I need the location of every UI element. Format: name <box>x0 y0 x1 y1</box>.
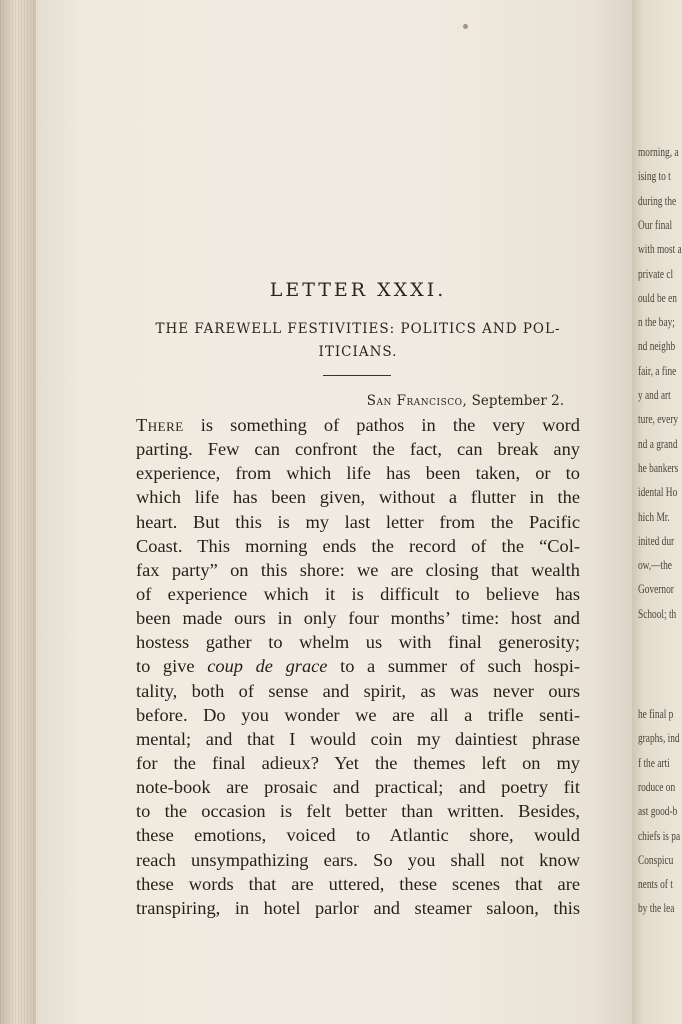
body-line: to give coup de grace to a summer of such hospi- <box>136 656 580 677</box>
body-line: fax party” on this shore: we are closing that wealth <box>136 559 580 580</box>
facing-page-line: Conspicu <box>638 851 674 867</box>
body-line: hostess gather to whelm us with final generosity; <box>136 632 580 653</box>
body-line: transpiring, in hotel parlor and steamer saloon, this <box>136 897 580 918</box>
body-line: of experience which it is difficult to believe has <box>136 583 580 604</box>
facing-page-line: Governor <box>638 581 674 597</box>
italic-phrase: coup de grace <box>207 656 328 677</box>
dateline-place: San Francisco, <box>366 393 468 409</box>
body-line: mental; and that I would coin my daintiest phrase <box>136 728 580 749</box>
facing-page-line: fair, a fine <box>638 362 677 378</box>
facing-page-line: ow,—the <box>638 557 672 573</box>
facing-page-line: morning, a <box>638 144 679 159</box>
facing-page-line: roduce on <box>638 778 676 794</box>
facing-page-line: idental Ho <box>638 484 678 500</box>
body-line: There is something of pathos in the very word <box>136 415 580 435</box>
body-line: parting. Few can confront the fact, can break any <box>136 439 580 460</box>
body-line: Coast. This morning ends the record of the “Col- <box>136 535 580 556</box>
facing-page-line: ast good-b <box>638 803 678 819</box>
chapter-subtitle-line2: ITICIANS. <box>318 344 398 360</box>
body-line: been made ours in only four months’ time: host and <box>136 608 580 629</box>
facing-page-line: n the bay; <box>638 314 675 330</box>
facing-page-line: y and art <box>638 387 671 402</box>
letter-title: LETTER XXXI. <box>269 279 447 301</box>
chapter-subtitle-line1: THE FAREWELL FESTIVITIES: POLITICS AND POL- <box>155 321 561 337</box>
paper-spot <box>463 24 468 29</box>
body-line: these words that are uttered, these scenes that are <box>136 873 580 894</box>
body-line: these emotions, voiced to Atlantic shore, would <box>136 825 580 846</box>
dateline <box>367 393 564 409</box>
facing-page-line: chiefs is pa <box>638 827 681 843</box>
facing-page-line: Our final <box>638 216 673 232</box>
facing-page-line: ture, every <box>638 411 679 427</box>
facing-page-line: with most a <box>638 241 682 257</box>
chapter-subtitle <box>136 318 580 364</box>
facing-page-line: he final p <box>638 706 674 721</box>
facing-page-line: inited dur <box>638 532 675 548</box>
facing-page-line: School; th <box>638 605 677 621</box>
facing-page-line: private cl <box>638 265 674 281</box>
facing-page-line: f the arti <box>638 754 670 770</box>
first-word: There <box>136 415 184 435</box>
facing-page-line: he bankers <box>638 459 679 475</box>
facing-page-line: nd a grand <box>638 435 678 451</box>
facing-page-line: hich Mr. <box>638 508 670 524</box>
facing-page-line: nd neighb <box>638 338 676 354</box>
body-line: for the final adieux? Yet the themes left on my <box>136 752 580 773</box>
facing-page-line: ould be en <box>638 289 677 305</box>
body-line: before. Do you wonder we are all a trifle senti- <box>136 704 580 725</box>
facing-page-line: ising to t <box>638 168 671 184</box>
facing-page-line: nents of t <box>638 876 673 892</box>
facing-page-line: during the <box>638 192 677 208</box>
body-line: to the occasion is felt better than written. Besides, <box>136 801 580 822</box>
body-line: reach unsympathizing ears. So you shall not know <box>136 849 580 870</box>
dateline-date: September 2. <box>471 393 564 409</box>
facing-page-line: graphs, ind <box>638 730 680 746</box>
body-line: heart. But this is my last letter from the Pacific <box>136 511 580 532</box>
divider-rule <box>323 375 391 376</box>
facing-page <box>632 0 682 1024</box>
body-line: tality, both of sense and spirit, as was never ours <box>136 680 580 701</box>
body-line: which life has been given, without a flutter in the <box>136 487 580 508</box>
body-line: experience, from which life has been taken, or to <box>136 463 580 484</box>
body-line: note-book are prosaic and practical; and poetry fit <box>136 777 580 798</box>
facing-page-line: by the lea <box>638 900 675 916</box>
letter-body <box>136 413 580 920</box>
